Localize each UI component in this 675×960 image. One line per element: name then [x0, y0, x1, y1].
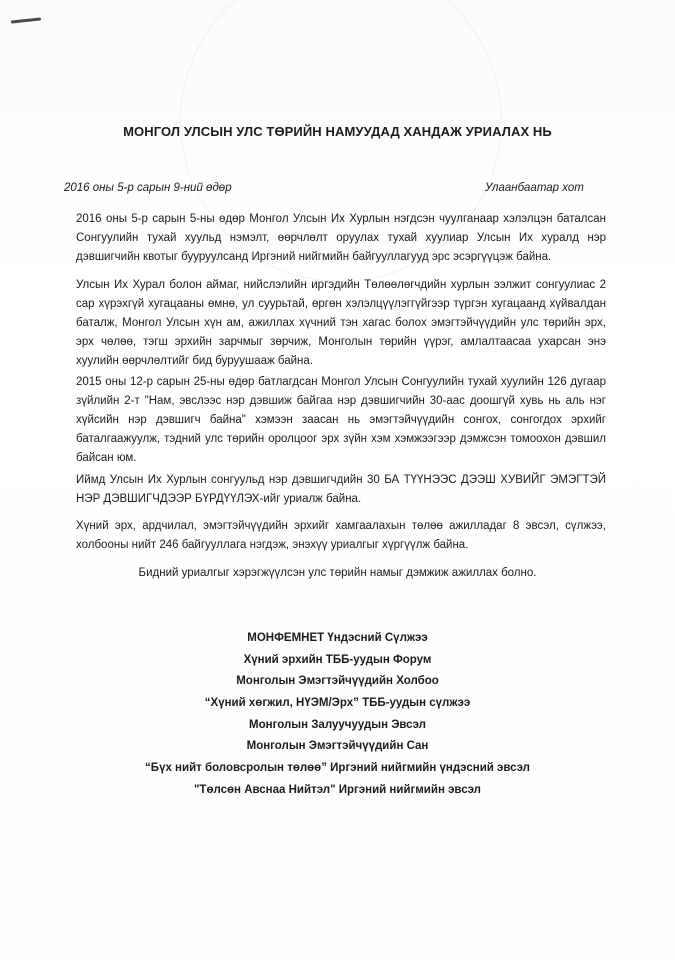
paragraph-1: 2016 оны 5-р сарын 5-ны өдөр Монгол Улсын Их Хурлын нэгдсэн чуулганаар хэлэлцэн баталсан Сонгуулийн тухай хуульд нэмэлт, өөрчлөлт оруулах тухай хуулиар Улсын Их хуралд нэр дэвшигчийн квотыг бууруулсанд Иргэний нийгмийн байгууллагууд эрс эсэргүүцэж байна.: [76, 213, 606, 263]
signatory: Монголын Залуучуудын Эвсэл: [249, 718, 426, 731]
signatory: Хүний эрхийн ТББ-уудын Форум: [243, 653, 432, 666]
signatory: Монголын Эмэгтэйчүүдийн Сан: [246, 740, 429, 753]
signatory: “Бүх нийт боловсролын төлөө” Иргэний нийгмийн үндэсний эвсэл: [145, 762, 530, 775]
staple-mark: [11, 17, 41, 23]
closing-statement: Бидний уриалгыг хэрэгжүүлсэн улс төрийн намыг дэмжиж ажиллах болно.: [138, 567, 537, 579]
signatory: "Төлсөн Авснаа Нийтэл" Иргэний нийгмийн эвсэл: [193, 783, 481, 796]
paragraph-4-appeal: Иймд Улсын Их Хурлын сонгуульд нэр дэвшигчдийн 30 БА ТҮҮНЭЭС ДЭЭШ ХУВИЙГ ЭМЭГТЭЙ НЭР ДЭВШИГЧДЭЭР БҮРДҮҮЛЭХ-ийг уриалж байна.: [76, 474, 606, 505]
signatories-list: [0, 628, 675, 802]
document-title: МОНГОЛ УЛСЫН УЛС ТӨРИЙН НАМУУДАД ХАНДАЖ УРИАЛАХ НЬ: [123, 124, 552, 139]
paragraph-2: Улсын Их Хурал болон аймаг, нийслэлийн иргэдийн Төлөөлөгчдийн хурлын ээлжит сонгуулиас 2 сар хүрэхгүй хугацааны өмнө, ул суурьтай, өргөн хэлэлцүүлэггүйгээр түргэн хугацаанд хүйвалдан баталж, Монгол Улсын хүн ам, ажиллах хүчний тэн хагас болох эмэгтэйчүүдийн улс төрийн эрх, эрх чөлөө, тэгш эрхийн зарчмыг зөрчиж, Монголын төрийн үүрэг, амлалтаасаа ухарсан энэ хуулийн өөрчлөлтийг бид буруушааж байна.: [76, 279, 606, 367]
signatory: “Хүний хөгжил, НҮЭМ/Эрх” ТББ-уудын сүлжээ: [204, 697, 471, 710]
document-date: 2016 оны 5-р сарын 9-ний өдөр: [64, 182, 232, 194]
document-place: Улаанбаатар хот: [485, 182, 584, 194]
signatory: МОНФЕМНЕТ Үндэсний Сүлжээ: [247, 632, 428, 644]
paragraph-3: 2015 оны 12-р сарын 25-ны өдөр батлагдсан Монгол Улсын Сонгуулийн тухай хуулийн 126 дугаар зүйлийн 2-т "Нам, эвслээс нэр дэвшиж байгаа нэр дэвшигчийн 30-аас доошгүй хувь нь аль нэг хүйсийн нэр дэвшигч байна" хэмээн заасан нь эмэгтэйчүүдийн сонгох, сонгогдох эрхийг баталгаажуулж, тэдний улс төрийн оролцоог эрх зүйн хэм хэмжээгээр дэмжсэн томоохон дэвшил байсан юм.: [76, 376, 606, 464]
paragraph-5: Хүний эрх, ардчилал, эмэгтэйчүүдийн эрхийг хамгаалахын төлөө ажилладаг 8 эвсэл, сүлжээ, холбооны нийт 246 байгууллага нэгдэж, энэхүү уриалгыг хүргүүлж байна.: [76, 520, 606, 551]
signatory: Монголын Эмэгтэйчүүдийн Холбоо: [236, 675, 439, 688]
